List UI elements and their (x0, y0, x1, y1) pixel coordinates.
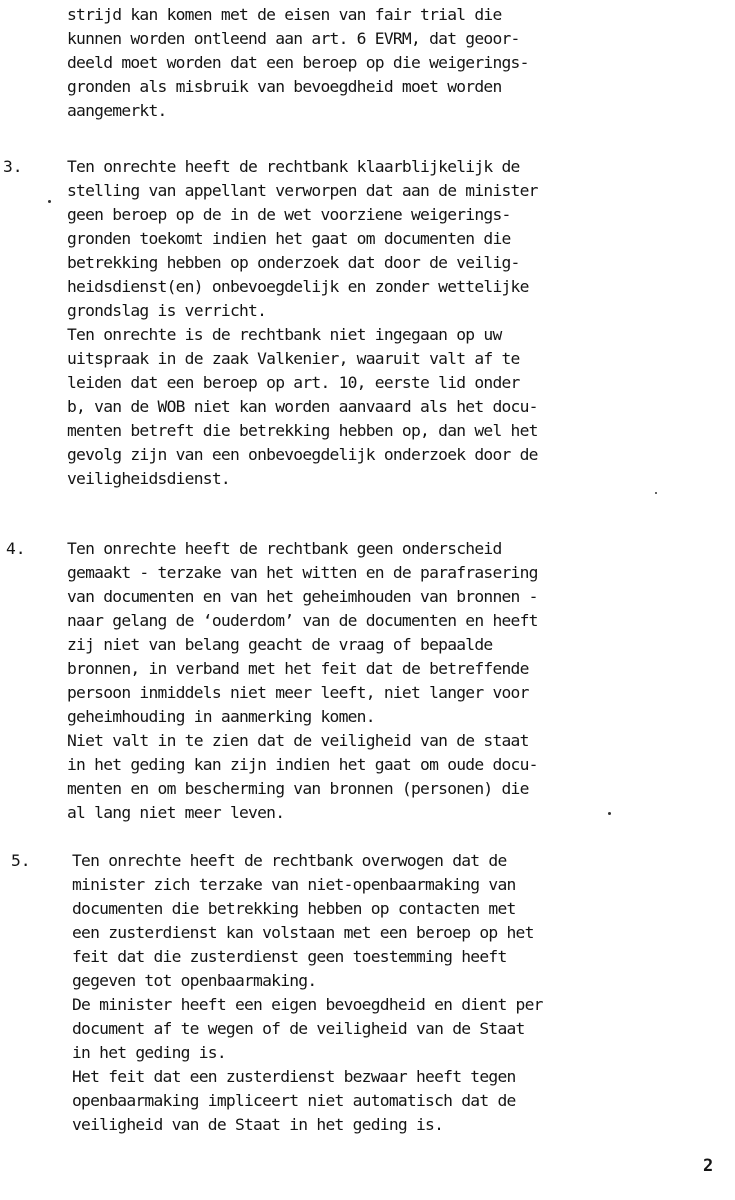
text-line: De minister heeft een eigen bevoegdheid en dient per (72, 995, 543, 1014)
scan-speck (608, 812, 611, 815)
text-line: gronden als misbruik van bevoegdheid moet worden (67, 77, 502, 96)
text-line: deeld moet worden dat een beroep op die weigerings- (67, 53, 529, 72)
scan-speck (655, 492, 657, 494)
text-line: van documenten en van het geheimhouden van bronnen - (67, 587, 538, 606)
text-line: kunnen worden ontleend aan art. 6 EVRM, dat geoor- (67, 29, 520, 48)
text-line: b, van de WOB niet kan worden aanvaard als het docu- (67, 397, 538, 416)
text-line: al lang niet meer leven. (67, 803, 285, 822)
paragraph-number: 5. (11, 851, 31, 870)
text-line: openbaarmaking impliceert niet automatisch dat de (72, 1091, 516, 1110)
text-line: document af te wegen of de veiligheid van de Staat (72, 1019, 525, 1038)
text-line: een zusterdienst kan volstaan met een beroep op het (72, 923, 534, 942)
scan-speck (48, 200, 51, 203)
text-line: veiligheidsdienst. (67, 469, 230, 488)
paragraph-number: 4. (6, 539, 26, 558)
text-line: gronden toekomt indien het gaat om documenten die (67, 229, 511, 248)
page-number: 2 (703, 1156, 714, 1176)
text-line: gevolg zijn van een onbevoegdelijk onderzoek door de (67, 445, 538, 464)
text-line: betrekking hebben op onderzoek dat door de veilig- (67, 253, 520, 272)
text-line: Het feit dat een zusterdienst bezwaar heeft tegen (72, 1067, 516, 1086)
text-line: heidsdienst(en) onbevoegdelijk en zonder wettelijke (67, 277, 529, 296)
text-line: in het geding kan zijn indien het gaat om oude docu- (67, 755, 538, 774)
text-line: zij niet van belang geacht de vraag of bepaalde (67, 635, 493, 654)
text-line: strijd kan komen met de eisen van fair trial die (67, 5, 502, 24)
text-line: gegeven tot openbaarmaking. (72, 971, 317, 990)
text-line: in het geding is. (72, 1043, 226, 1062)
text-line: menten betreft die betrekking hebben op, dan wel het (67, 421, 538, 440)
text-line: Ten onrechte heeft de rechtbank overwogen dat de (72, 851, 507, 870)
text-line: uitspraak in de zaak Valkenier, waaruit valt af te (67, 349, 520, 368)
text-line: naar gelang de ‘ouderdom’ van de documenten en heeft (67, 611, 538, 630)
text-line: Ten onrechte heeft de rechtbank klaarblijkelijk de (67, 157, 520, 176)
text-line: bronnen, in verband met het feit dat de betreffende (67, 659, 529, 678)
text-line: geen beroep op de in de wet voorziene weigerings- (67, 205, 511, 224)
text-line: Niet valt in te zien dat de veiligheid van de staat (67, 731, 529, 750)
paragraph-number: 3. (3, 157, 23, 176)
text-line: leiden dat een beroep op art. 10, eerste lid onder (67, 373, 520, 392)
text-line: veiligheid van de Staat in het geding is. (72, 1115, 444, 1134)
text-line: Ten onrechte is de rechtbank niet ingegaan op uw (67, 325, 502, 344)
text-line: Ten onrechte heeft de rechtbank geen onderscheid (67, 539, 502, 558)
text-line: gemaakt - terzake van het witten en de parafrasering (67, 563, 538, 582)
text-line: persoon inmiddels niet meer leeft, niet langer voor (67, 683, 529, 702)
text-line: minister zich terzake van niet-openbaarmaking van (72, 875, 516, 894)
text-line: grondslag is verricht. (67, 301, 267, 320)
text-line: geheimhouding in aanmerking komen. (67, 707, 375, 726)
text-line: menten en om bescherming van bronnen (personen) die (67, 779, 529, 798)
text-line: documenten die betrekking hebben op contacten met (72, 899, 516, 918)
text-line: stelling van appellant verworpen dat aan de minister (67, 181, 538, 200)
text-line: aangemerkt. (67, 101, 167, 120)
text-line: feit dat die zusterdienst geen toestemming heeft (72, 947, 507, 966)
